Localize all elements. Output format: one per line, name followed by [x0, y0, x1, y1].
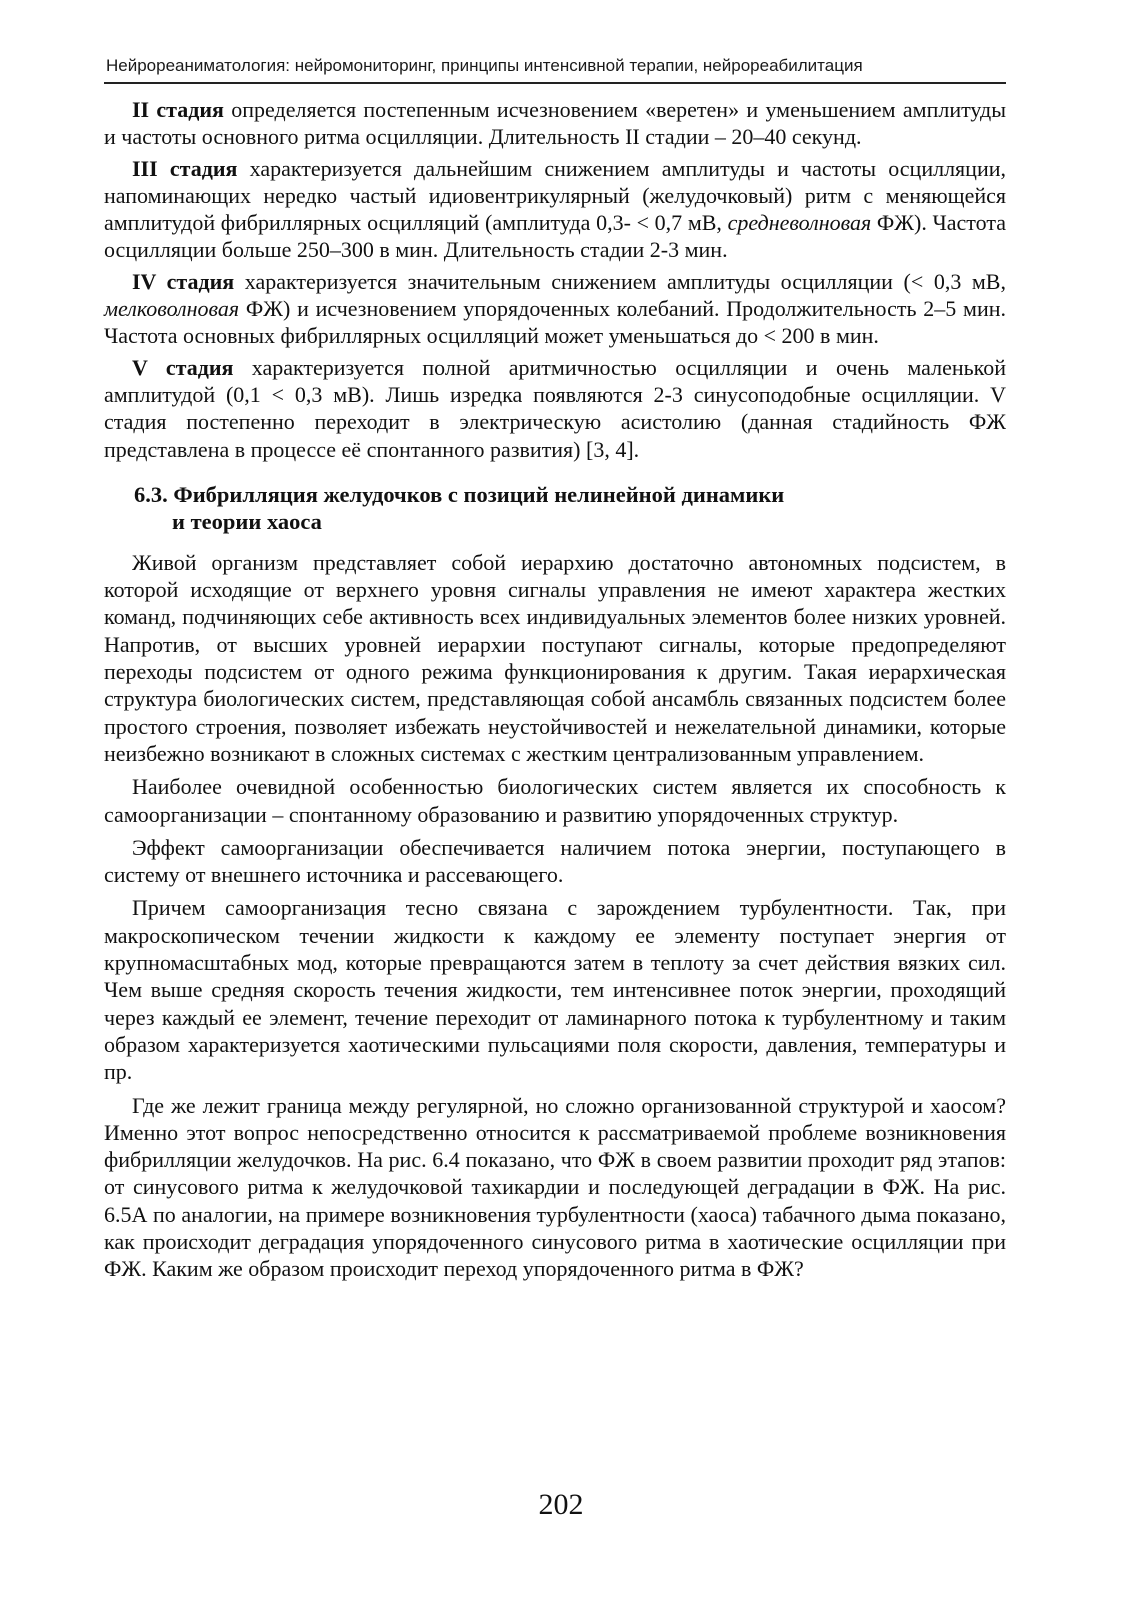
stage-2-text: определяется постепенным исчезновением «веретен» и уменьшением амплитуды и частоты основного ритма осцилляции. Длительность II стадии – 20–40 секунд.	[104, 97, 1007, 150]
page-number: 202	[538, 1488, 584, 1521]
stage-5-text: характеризуется полной аритмичностью осцилляции и очень маленькой амплитудой (0,1 < 0,3 мВ). Лишь изредка появляются 2-3 синусоподобные осцилляции. V стадия постепенно переходит в электрическую асистолию (данная стадийность ФЖ представлена в процессе её спонтанного развития) [3, 4].	[104, 354, 1006, 462]
section-heading	[104, 481, 1006, 535]
stage-3-paragraph	[104, 155, 1006, 264]
stage-2-paragraph	[104, 96, 1006, 151]
stage-3-italic: средневолновая	[727, 210, 872, 236]
stage-3-term: III стадия	[132, 155, 238, 181]
body-paragraph-4: Причем самоорганизация тесно связана с зарождением турбулентности. Так, при макроскопическом течении жидкости к каждому ее элементу поступает энергия от крупномасштабных мод, которые превращаются затем в теплоту за счет действия вязких сил. Чем выше средняя скорость течения жидкости, тем интенсивнее поток энергии, проходящий через каждый ее элемент, течение переходит от ламинарного потока к турбулентному и таким образом характеризуется хаотическими пульсациями поля скорости, давления, температуры и пр.	[104, 895, 1006, 1085]
stage-4-term: IV стадия	[132, 268, 235, 294]
stage-5-paragraph	[104, 354, 1006, 463]
section-title-line2: и теории хаоса	[172, 508, 322, 534]
body-paragraph-1: Живой организм представляет собой иерархию достаточно автономных подсистем, в которой исходящие от верхнего уровня сигналы управления не имеют характера жестких команд, подчиняющих себе активность всех индивидуальных элементов более низких уровней. Напротив, от высших уровней иерархии поступают сигналы, которые предопределяют переходы подсистем от одного режима функционирования к другим. Такая иерархическая структура биологических систем, представляющая собой ансамбль связанных подсистем более простого строения, позволяет избежать неустойчивостей и нежелательной динамики, которые неизбежно возникают в сложных системах с жестким централизованным управлением.	[104, 549, 1006, 766]
stage-5-term: V стадия	[132, 354, 234, 380]
stage-4-text-b: ФЖ) и исчезновением упорядоченных колебаний. Продолжительность 2–5 мин. Частота основных фибриллярных осцилляций может уменьшаться до < 200 в мин.	[104, 296, 1006, 349]
running-head: Нейрореаниматология: нейромониторинг, принципы интенсивной терапии, нейрореабилитация	[106, 56, 863, 75]
section-number: 6.3.	[134, 481, 168, 507]
section-title-line1: Фибрилляция желудочков с позиций нелинейной динамики	[173, 481, 785, 507]
stage-3-text-a: характеризуется дальнейшим снижением амплитуды и частоты осцилляции, напоминающих нередко частый идиовентрикулярный (желудочковый) ритм с меняющейся амплитудой фибриллярных осцилляций (амплитуда 0,3- < 0,7 мВ,	[104, 155, 1006, 236]
body-paragraph-5: Где же лежит граница между регулярной, но сложно организованной структурой и хаосом? Именно этот вопрос непосредственно относится к рассматриваемой проблеме возникновения фибрилляции желудочков. На рис. 6.4 показано, что ФЖ в своем развитии проходит ряд этапов: от синусового ритма к желудочковой тахикардии и последующей деградации в ФЖ. На рис. 6.5А по аналогии, на примере возникновения турбулентности (хаоса) табачного дыма показано, как происходит деградация упорядоченного синусового ритма в хаотические осцилляции при ФЖ. Каким же образом происходит переход упорядоченного ритма в ФЖ?	[104, 1092, 1006, 1282]
stage-4-text-a: характеризуется значительным снижением амплитуды осцилляции (< 0,3 мВ,	[234, 268, 1006, 294]
page-body	[104, 96, 1006, 1289]
stage-2-term: II стадия	[132, 97, 224, 122]
body-paragraph-3: Эффект самоорганизации обеспечивается наличием потока энергии, поступающего в систему от внешнего источника и рассевающего.	[104, 834, 1006, 888]
stage-3-text-b: ФЖ). Частота осцилляции больше 250–300 в мин. Длительность стадии 2-3 мин.	[104, 210, 1006, 263]
body-paragraph-2: Наиболее очевидной особенностью биологических систем является их способность к самоорганизации – спонтанному образованию и развитию упорядоченных структур.	[104, 774, 1006, 827]
stage-4-italic: мелковолновая	[104, 296, 240, 322]
header-rule	[104, 82, 1006, 84]
stage-4-paragraph	[104, 268, 1006, 350]
